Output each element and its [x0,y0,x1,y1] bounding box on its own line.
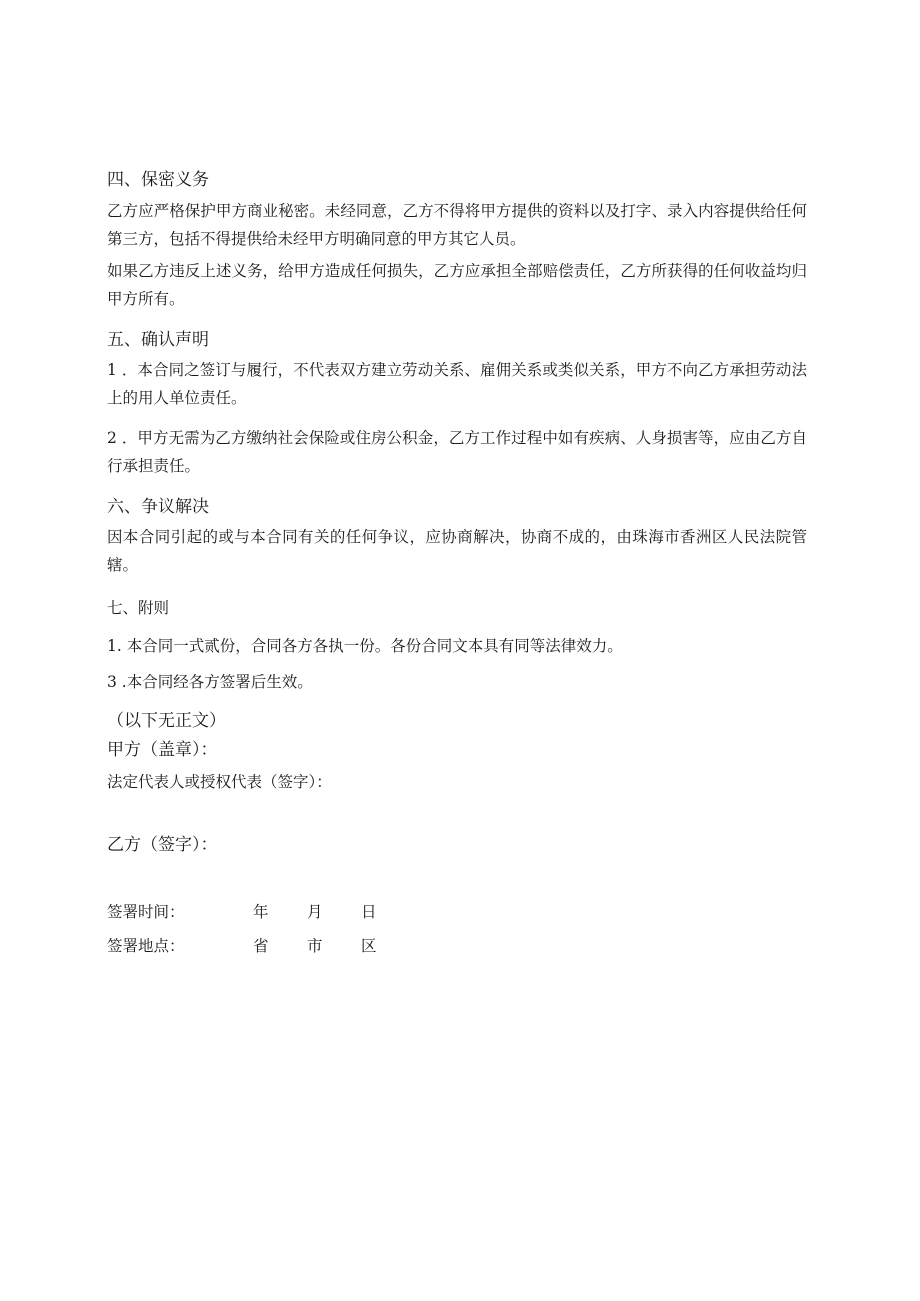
dispute-paragraph: 因本合同引起的或与本合同有关的任何争议，应协商解决，协商不成的，由珠海市香洲区人民法院管辖。 [107,528,807,574]
representative-signature-label: 法定代表人或授权代表（签字）： [107,773,332,791]
signing-date-label: 签署时间： [107,903,185,921]
day-label: 日 [361,903,377,921]
party-a-seal-label: 甲方（盖章）： [107,740,218,760]
signing-place-label: 签署地点： [107,937,185,955]
confirmation-paragraph-2: 2 ．甲方无需为乙方缴纳社会保险或住房公积金，乙方工作过程中如有疾病、人身损害等，应由乙方自行承担责任。 [107,429,807,475]
confirmation-paragraph-1: 1 ．本合同之签订与履行，不代表双方建立劳动关系、雇佣关系或类似关系，甲方不向乙方承担劳动法上的用人单位责任。 [107,361,807,407]
no-more-text-note: （以下无正文） [107,711,226,731]
party-b-signature-label: 乙方（签字）： [107,835,218,855]
section-heading-dispute: 六、争议解决 [107,497,209,517]
city-label: 市 [307,937,323,955]
district-label: 区 [361,937,377,955]
supplementary-item-3: 3 .本合同经各方签署后生效。 [107,673,313,691]
confidentiality-paragraph-1: 乙方应严格保护甲方商业秘密。未经同意，乙方不得将甲方提供的资料以及打字、录入内容提供给任何第三方，包括不得提供给未经甲方明确同意的甲方其它人员。 [107,202,807,248]
section-heading-supplementary: 七、附则 [107,599,170,617]
supplementary-item-1: 1. 本合同一式贰份，合同各方各执一份。各份合同文本具有同等法律效力。 [107,637,623,655]
confidentiality-paragraph-2: 如果乙方违反上述义务，给甲方造成任何损失，乙方应承担全部赔偿责任，乙方所获得的任何收益均归甲方所有。 [107,262,807,308]
section-heading-confirmation: 五、确认声明 [107,330,209,350]
section-heading-confidentiality: 四、保密义务 [107,170,209,190]
month-label: 月 [307,903,323,921]
year-label: 年 [253,903,269,921]
province-label: 省 [253,937,269,955]
